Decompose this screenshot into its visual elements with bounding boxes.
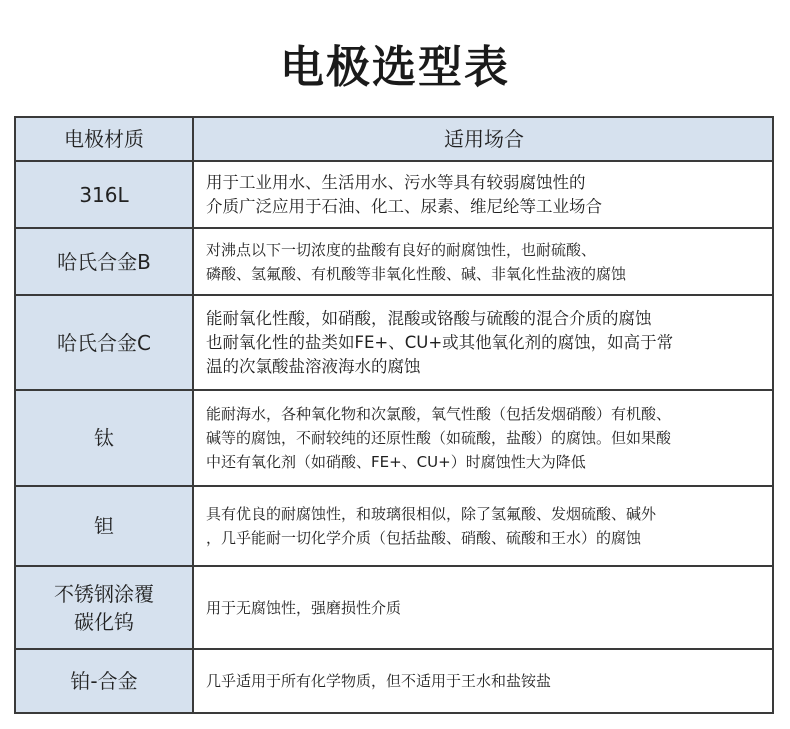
electrode-selection-table (14, 116, 774, 714)
table-row (16, 391, 772, 487)
table-row (16, 487, 772, 567)
usage-cell: 对沸点以下一切浓度的盐酸有良好的耐腐蚀性，也耐硫酸、 磷酸、氢氟酸、有机酸等非氧化性酸、碱、非氧化性盐液的腐蚀 (206, 240, 627, 283)
material-cell: 铂-合金 (16, 650, 194, 712)
table-row (16, 162, 772, 229)
usage-cell: 几乎适用于所有化学物质，但不适用于王水和盐铵盐 (206, 672, 552, 690)
header-usage: 适用场合 (194, 118, 772, 160)
material-cell: 哈氏合金B (16, 229, 194, 294)
table-row (16, 296, 772, 391)
table-row (16, 229, 772, 296)
material-cell: 不锈钢涂覆 碳化钨 (16, 567, 194, 648)
usage-cell: 具有优良的耐腐蚀性，和玻璃很相似，除了氢氟酸、发烟硫酸、碱外 ，几乎能耐一切化学介质（包括盐酸、硝酸、硫酸和王水）的腐蚀 (206, 505, 657, 547)
usage-cell: 用于工业用水、生活用水、污水等具有较弱腐蚀性的 介质广泛应用于石油、化工、尿素、维尼纶等工业场合 (206, 172, 602, 216)
material-cell: 钛 (16, 391, 194, 485)
usage-cell: 能耐氧化性酸，如硝酸，混酸或铬酸与硫酸的混合介质的腐蚀 也耐氧化性的盐类如FE+、CU+或其他氧化剂的腐蚀，如高于常 温的次氯酸盐溶液海水的腐蚀 (206, 308, 674, 376)
table-header-row (16, 118, 772, 162)
material-cell: 哈氏合金C (16, 296, 194, 389)
material-cell: 316L (16, 162, 194, 227)
table-row (16, 650, 772, 712)
usage-cell: 用于无腐蚀性，强磨损性介质 (206, 598, 402, 617)
header-material: 电极材质 (16, 118, 194, 160)
table-row (16, 567, 772, 650)
usage-cell: 能耐海水，各种氧化物和次氯酸，氧气性酸（包括发烟硝酸）有机酸、 碱等的腐蚀，不耐较纯的还原性酸（如硫酸，盐酸）的腐蚀。但如果酸 中还有氧化剂（如硝酸、FE+、CU+）时腐蚀性大为降低 (206, 405, 672, 471)
material-cell: 钽 (16, 487, 194, 565)
page-title: 电极选型表 (280, 42, 510, 93)
